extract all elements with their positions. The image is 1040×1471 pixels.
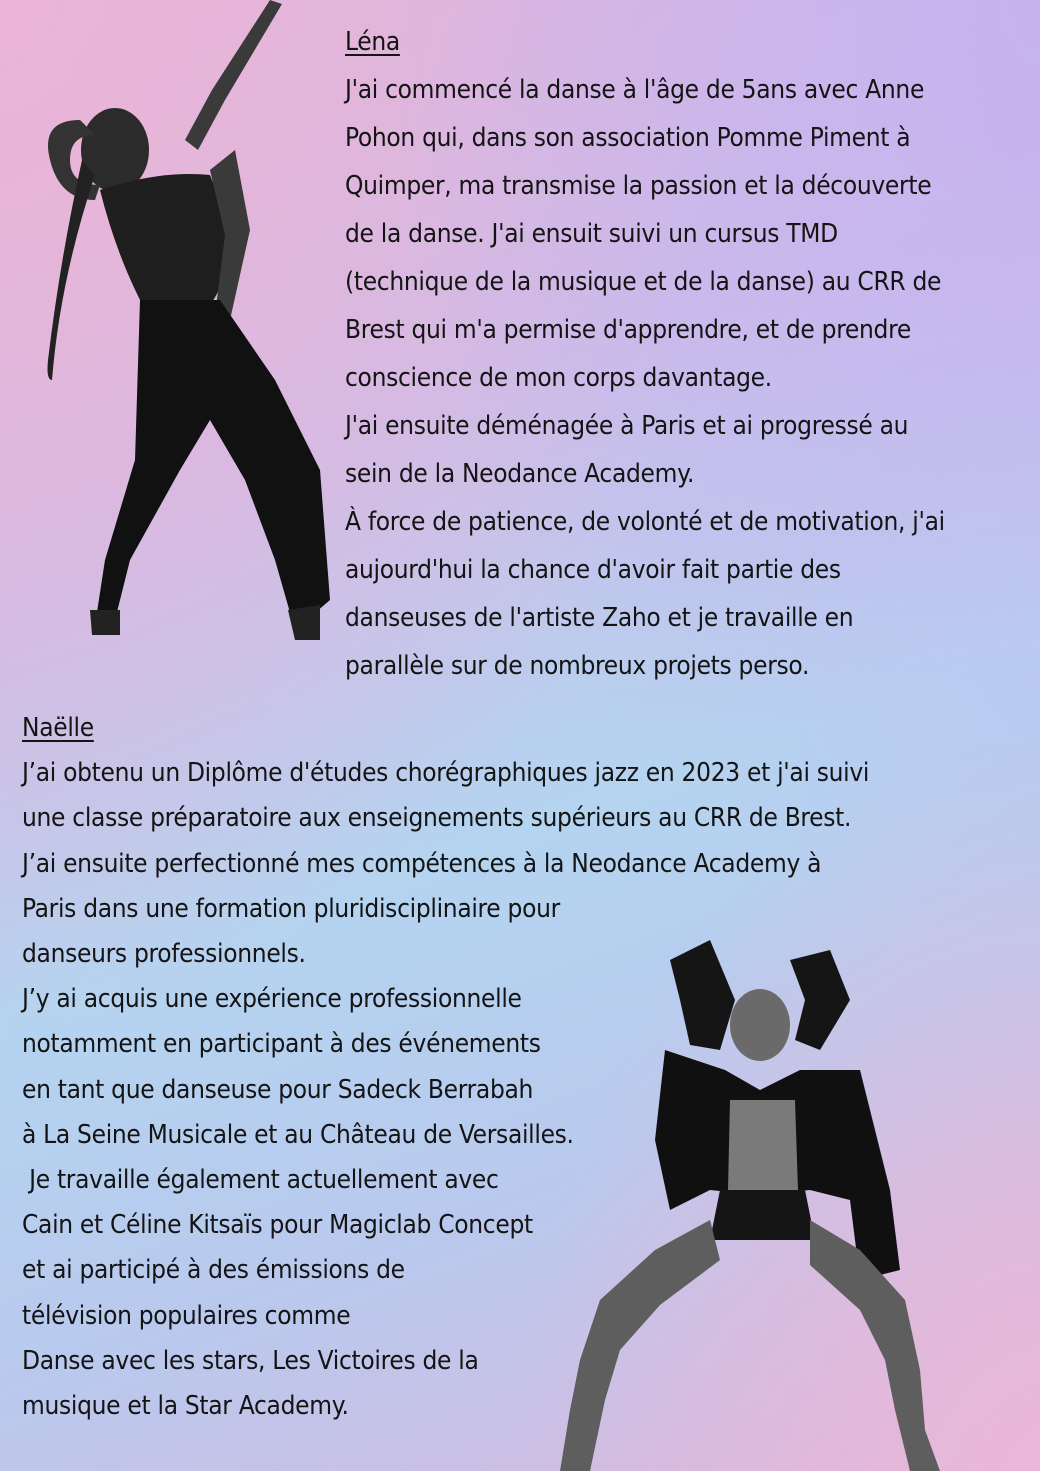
naelle-bio-line: danseurs professionnels. xyxy=(22,939,306,970)
lena-bio-line: J'ai ensuite déménagée à Paris et ai progressé au xyxy=(345,411,909,441)
lena-bio-line: de la danse. J'ai ensuit suivi un cursus TMD xyxy=(345,219,838,249)
lena-bio-line: sein de la Neodance Academy. xyxy=(345,459,695,489)
lena-bio-line: parallèle sur de nombreux projets perso. xyxy=(345,651,810,681)
naelle-bio-line: Paris dans une formation pluridisciplinaire pour xyxy=(22,893,560,924)
lena-name: Léna xyxy=(345,27,400,57)
lena-bio-line: conscience de mon corps davantage. xyxy=(345,363,772,393)
lena-bio-line: aujourd'hui la chance d'avoir fait partie des xyxy=(345,555,841,585)
naelle-bio-line: notamment en participant à des événements xyxy=(22,1029,541,1060)
naelle-bio-line: J’ai obtenu un Diplôme d'études chorégraphiques jazz en 2023 et j'ai suivi xyxy=(22,758,870,789)
lena-bio xyxy=(345,18,945,690)
naelle-name: Naëlle xyxy=(22,713,94,743)
lena-dancer-photo xyxy=(20,0,340,650)
naelle-bio-line: en tant que danseuse pour Sadeck Berrabah xyxy=(22,1074,534,1105)
naelle-bio xyxy=(22,706,869,1429)
lena-bio-line: À force de patience, de volonté et de motivation, j'ai xyxy=(345,507,945,537)
naelle-bio-line: J’ai ensuite perfectionné mes compétences à la Neodance Academy à xyxy=(22,848,822,879)
naelle-bio-line: Je travaille également actuellement avec xyxy=(22,1165,499,1196)
lena-bio-line: (technique de la musique et de la danse) au CRR de xyxy=(345,267,942,297)
naelle-bio-line: et ai participé à des émissions de xyxy=(22,1255,405,1286)
lena-bio-line: danseuses de l'artiste Zaho et je travaille en xyxy=(345,603,854,633)
naelle-bio-line: une classe préparatoire aux enseignements supérieurs au CRR de Brest. xyxy=(22,803,852,834)
naelle-bio-line: J’y ai acquis une expérience professionnelle xyxy=(22,984,522,1015)
lena-bio-line: Pohon qui, dans son association Pomme Piment à xyxy=(345,123,911,153)
naelle-bio-line: à La Seine Musicale et au Château de Versailles. xyxy=(22,1119,574,1150)
lena-bio-line: J'ai commencé la danse à l'âge de 5ans avec Anne xyxy=(345,75,925,105)
naelle-bio-line: Danse avec les stars, Les Victoires de la xyxy=(22,1345,479,1376)
naelle-bio-line: télévision populaires comme xyxy=(22,1300,351,1331)
naelle-bio-line: Cain et Céline Kitsaïs pour Magiclab Concept xyxy=(22,1210,533,1241)
lena-bio-line: Brest qui m'a permise d'apprendre, et de prendre xyxy=(345,315,911,345)
naelle-bio-line: musique et la Star Academy. xyxy=(22,1391,349,1422)
lena-bio-line: Quimper, ma transmise la passion et la découverte xyxy=(345,171,932,201)
